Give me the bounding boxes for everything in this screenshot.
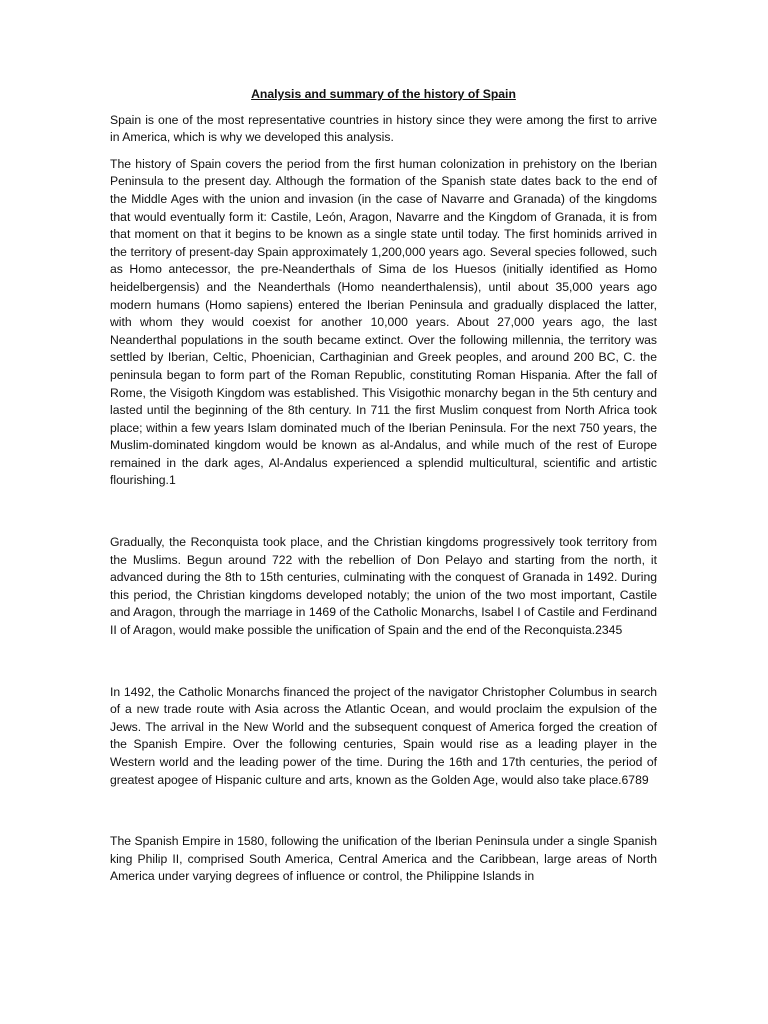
paragraph-intro: Spain is one of the most representative countries in history since they were among the first to arrive in America, which is why we developed this analysis. bbox=[110, 112, 657, 145]
document-title: Analysis and summary of the history of Spain bbox=[251, 87, 516, 101]
paragraph-history-overview: The history of Spain covers the period from the first human colonization in prehistory on the Iberian Peninsula to the present day. Although the formation of the Spanish state dates back to the end of the Middle Ages with the union and invasion (in the case of Navarre and Granada) of the kingdoms that would eventually form it: Castile, León, Aragon, Navarre and the Kingdom of Granada, it is from that moment on that it begins to be known as a single state until today. The first hominids arrived in the territory of present-day Spain approximately 1,200,000 years ago. Several species followed, such as Homo antecessor, the pre-Neanderthals of Sima de los Huesos (initially identified as Homo heidelbergensis) and the Neanderthals (Homo neanderthalensis), until about 35,000 years ago modern humans (Homo sapiens) entered the Iberian Peninsula and gradually displaced the latter, with whom they would coexist for another 10,000 years. About 27,000 years ago, the last Neanderthal populations in the south became extinct. Over the following millennia, the territory was settled by Iberian, Celtic, Phoenician, Carthaginian and Greek peoples, and around 200 BC, C. the peninsula began to form part of the Roman Republic, constituting Roman Hispania. After the fall of Rome, the Visigoth Kingdom was established. This Visigothic monarchy began in the 5th century and lasted until the beginning of the 8th century. In 711 the first Muslim conquest from North Africa took place; within a few years Islam dominated much of the Iberian Peninsula. For the next 750 years, the Muslim-dominated kingdom would be known as al-Andalus, and while much of the rest of Europe remained in the dark ages, Al-Andalus experienced a splendid multicultural, scientific and artistic flourishing.1 bbox=[110, 156, 657, 488]
paragraph-reconquista: Gradually, the Reconquista took place, and the Christian kingdoms progressively took territory from the Muslims. Begun around 722 with the rebellion of Don Pelayo and starting from the north, it advanced during the 8th to 15th centuries, culminating with the conquest of Granada in 1492. During this period, the Christian kingdoms developed notably; the union of the two most important, Castile and Aragon, through the marriage in 1469 of the Catholic Monarchs, Isabel I of Castile and Ferdinand II of Aragon, would make possible the unification of Spain and the end of the Reconquista.2345 bbox=[110, 535, 657, 638]
document-body bbox=[110, 86, 657, 895]
paragraph-catholic-monarchs: In 1492, the Catholic Monarchs financed the project of the navigator Christopher Columbus in search of a new trade route with Asia across the Atlantic Ocean, and would proclaim the expulsion of the Jews. The arrival in the New World and the subsequent conquest of America forged the creation of the Spanish Empire. Over the following centuries, Spain would rise as a leading player in the Western world and the leading power of the time. During the 16th and 17th centuries, the period of greatest apogee of Hispanic culture and arts, known as the Golden Age, would also take place.6789 bbox=[110, 684, 657, 787]
paragraph-spanish-empire: The Spanish Empire in 1580, following the unification of the Iberian Peninsula under a single Spanish king Philip II, comprised South America, Central America and the Caribbean, large areas of North America under varying degrees of influence or control, the Philippine Islands in bbox=[110, 834, 657, 884]
